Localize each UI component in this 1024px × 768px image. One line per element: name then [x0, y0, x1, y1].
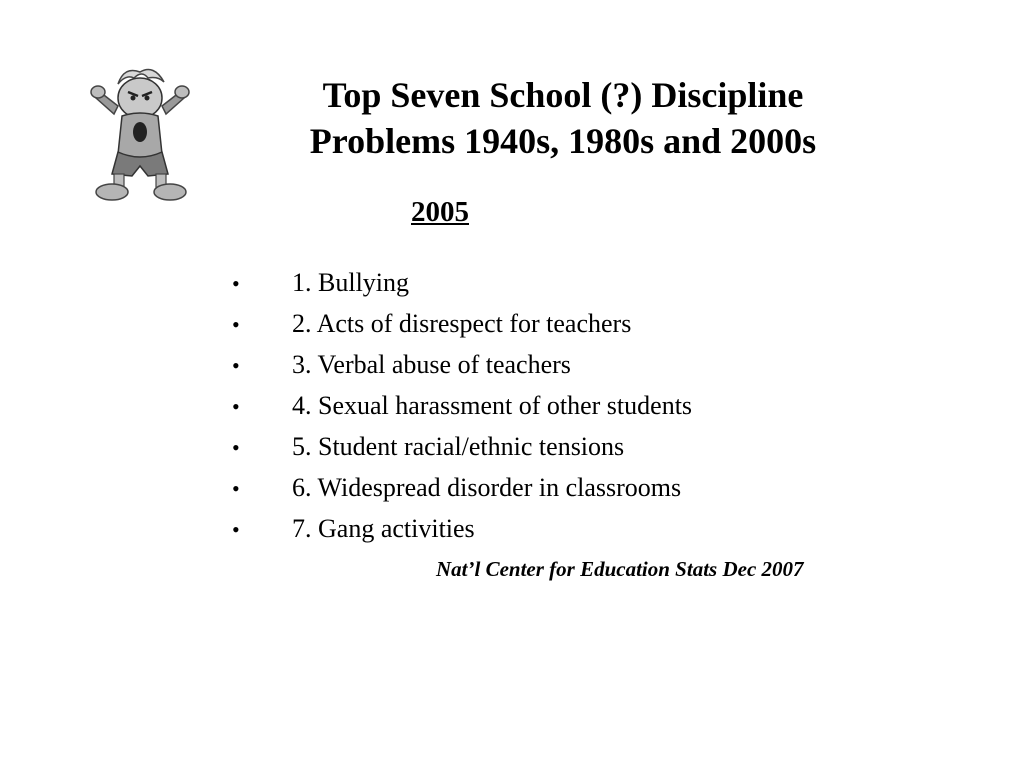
discipline-problems-list	[228, 268, 692, 555]
bullet-glyph: •	[232, 476, 240, 501]
title-line-1: Top Seven School (?) Discipline	[322, 75, 804, 115]
list-item	[228, 514, 692, 555]
list-item	[228, 432, 692, 473]
list-item	[228, 473, 692, 514]
bullet-glyph: •	[232, 435, 240, 460]
list-item	[228, 350, 692, 391]
bullet-glyph: •	[232, 271, 240, 296]
list-item-text: 1. Bullying	[292, 268, 410, 297]
bullet-glyph: •	[232, 517, 240, 542]
bullet-glyph: •	[232, 353, 240, 378]
list-item	[228, 268, 692, 309]
list-item-text: 2. Acts of disrespect for teachers	[292, 309, 632, 338]
bullet-glyph: •	[232, 394, 240, 419]
list-item-text: 4. Sexual harassment of other students	[292, 391, 693, 420]
list-item	[228, 391, 692, 432]
angry-cartoon-student-icon	[88, 62, 192, 202]
list-item-text: 6. Widespread disorder in classrooms	[292, 473, 682, 502]
title-line-2: Problems 1940s, 1980s and 2000s	[309, 121, 817, 161]
slide-title	[240, 72, 886, 164]
list-item-text: 3. Verbal abuse of teachers	[292, 350, 571, 379]
list-item-text: 7. Gang activities	[292, 514, 475, 543]
source-citation: Nat’l Center for Education Stats Dec 2007	[436, 557, 804, 581]
list-item	[228, 309, 692, 350]
list-item-text: 5. Student racial/ethnic tensions	[292, 432, 625, 461]
year-heading: 2005	[411, 196, 469, 228]
bullet-glyph: •	[232, 312, 240, 337]
